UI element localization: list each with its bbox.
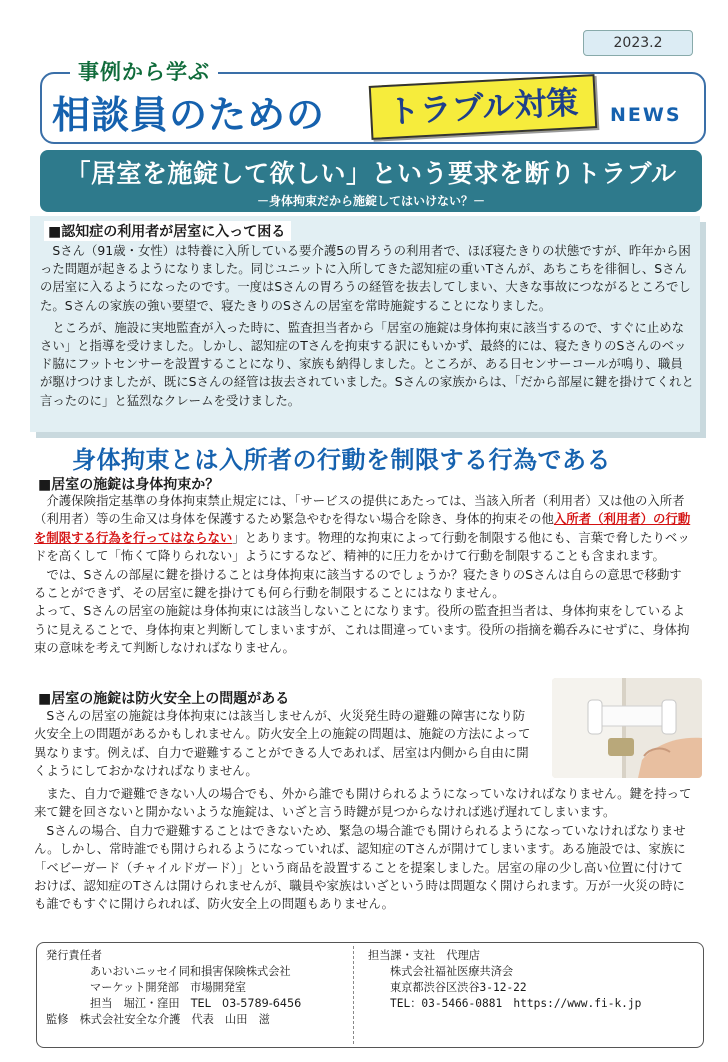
fire-safety-body-bottom	[34, 785, 694, 914]
article-banner	[40, 150, 702, 212]
case-paragraph-2: ところが、施設に実地監査が入った時に、監査担当者から「居室の施錠は身体拘束に該当するので、すぐに止めなさい」と指導を受けました。しかし、認知症のTさんを拘束する訳にもいかず、最終的には、寝たきりのSさんのベッド脇にフットセンサーを設置することになり、家族も納得しました。ところが、ある日センサーコールが鳴り、職員が駆けつけましたが、既にSさんの経管は抜去されていました。Sさんの家族からは、「だから部屋に鍵を掛けてくれと言ったのに」と猛烈なクレームを受けました。	[40, 319, 694, 408]
restraint-paragraph-1	[34, 492, 694, 566]
restraint-text-b: 」とあります。物理的な拘束によって行動を制限する他にも、言葉で脅したりベッドを高くして「怖くて降りられない」ようにするなど、精神的に圧力をかけて行動を制限することも含まれます。	[34, 529, 690, 564]
issue-date: 2023.2	[583, 30, 693, 56]
restraint-paragraph-2: では、Sさんの部屋に鍵を掛けることは身体拘束に該当するのでしょうか？寝たきりのSさんは自らの意思で移動することができず、その居室に鍵を掛けても何ら行動を制限することにはなりません。	[34, 566, 682, 601]
supervisor: 監修 株式会社安全な介護 代表 山田 滋	[46, 1013, 270, 1026]
header-kicker: 事例から学ぶ	[70, 56, 218, 86]
restraint-paragraph-3: よって、Sさんの居室の施錠は身体拘束には該当しないことになります。役所の監査担当者は、身体拘束をしているように見えることで、身体拘束と判断してしまいますが、これは間違っています。役所の指摘を鵜呑みにせずに、身体拘束の意味を考えて判断しなければなりません。	[34, 603, 690, 656]
agency-name: 株式会社福祉医療共済会	[390, 965, 514, 978]
header-news-label: NEWS	[610, 104, 682, 126]
header-title: 相談員のための	[52, 93, 326, 137]
footer-divider	[353, 946, 354, 1044]
restraint-body	[34, 492, 694, 658]
publisher-info	[46, 948, 301, 1028]
publisher-company: あいおいニッセイ同和損害保険株式会社	[90, 965, 291, 978]
fire-safety-body-top	[34, 707, 534, 781]
publisher-label: 発行責任者	[46, 949, 102, 962]
fire-safety-paragraph-2: また、自力で避難できない人の場合でも、外から誰でも開けられるようになっていなければなりません。鍵を持って来て鍵を回さないと開かないような施錠は、いざと言う時鍵が見つからなければ逃げ遅れてしまいます。	[34, 786, 692, 820]
restraint-text-a: 介護保険指定基準の身体拘束禁止規定には、「サービスの提供にあたっては、当該入所者（利用者）又は他の入所者（利用者）等の生命又は身体を保護するため緊急やむを得ない場合を除き、身体的拘束その他	[34, 493, 685, 527]
subheading-restraint: ■居室の施錠は身体拘束か？	[38, 477, 220, 493]
fire-safety-paragraph-3: Sさんの場合、自力で避難することはできないため、緊急の場合誰でも開けられるようになっていなければなりません。しかし、常時誰でも開けられるようになっていれば、認知症のTさんが開けてしまいます。ある施設では、家族に「ベビーガード（チャイルドガード）」という商品を設置することを提案しました。居室の扉の少し高い位置に付けておけば、認知症のTさんは開けられませんが、職員や家族はいざという時は問題なく開けられます。万が一火災の時にも誰でもすぐに開けられれば、防火安全上の問題もありません。	[34, 822, 686, 912]
agency-address: 東京都渋谷区渋谷3-12-22	[390, 981, 527, 994]
publisher-department: マーケット開発部 市場開発室	[90, 981, 247, 994]
agency-label: 担当課・支社 代理店	[368, 949, 480, 962]
section-heading: 身体拘束とは入所者の行動を制限する行為である	[72, 446, 611, 474]
publisher-contact: 担当 堀江・窪田 TEL 03-5789-6456	[90, 997, 302, 1010]
fire-safety-paragraph-1: Sさんの居室の施錠は身体拘束には該当しませんが、火災発生時の避難の障害になり防火安全上の問題があるかもしれません。防火安全上の施錠の問題は、施錠の方法によって異なります。例えば、自力で避難することができる人であれば、居室は内側から自由に開くようにしておかなければなりません。	[34, 708, 531, 779]
article-subtitle: －身体拘束だから施錠してはいけない？－	[256, 194, 485, 208]
subheading-fire-safety: ■居室の施錠は防火安全上の問題がある	[38, 691, 290, 707]
agency-contact: TEL：03-5466-0881 https://www.fi-k.jp	[390, 997, 642, 1010]
header-accent-label: トラブル対策	[369, 74, 598, 140]
case-body	[40, 242, 694, 414]
baby-guard-photo	[552, 678, 702, 778]
case-heading: ■認知症の利用者が居室に入って困る	[44, 221, 291, 241]
restraint-highlight: 入所者（利用者）の行動を制限する行為を行ってはならない	[34, 511, 691, 545]
agency-info	[368, 948, 641, 1012]
article-title: 「居室を施錠して欲しい」という要求を断りトラブル	[65, 159, 677, 188]
case-paragraph-1: Sさん（91歳・女性）は特養に入所している要介護5の胃ろうの利用者で、ほぼ寝たきりの状態ですが、昨年から困った問題が起きるようになりました。同じユニットに入所してきた認知症の重いTさんが、あちこちを徘徊し、Sさんの居室に入るようになったのです。一度はSさんの胃ろうの経管を抜去してしまい、大きな事故につながるところでした。Sさんの家族の強い要望で、寝たきりのSさんの居室を常時施錠することになりました。	[40, 243, 691, 313]
